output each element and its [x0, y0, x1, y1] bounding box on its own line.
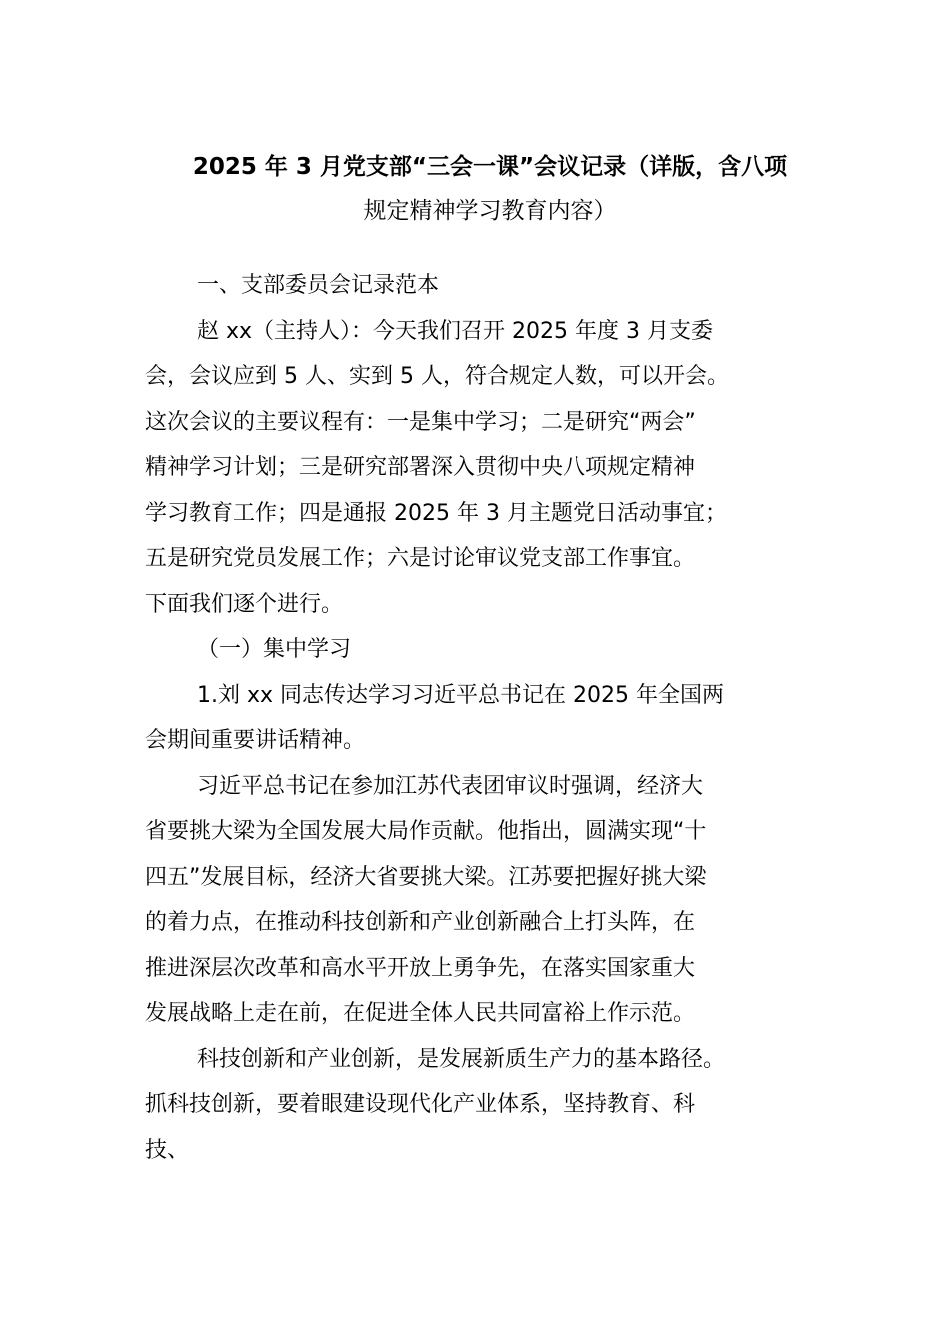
paragraph-line: 精神学习计划；三是研究部署深入贯彻中央八项规定精神: [145, 455, 696, 480]
paragraph-line: 省要挑大梁为全国发展大局作贡献。他指出，圆满实现“十: [145, 819, 707, 844]
paragraph-line: 的着力点，在推动科技创新和产业创新融合上打头阵，在: [145, 910, 696, 935]
paragraph-line: 推进深层次改革和高水平开放上勇争先，在落实国家重大: [145, 955, 696, 981]
paragraph-item-1: [145, 673, 835, 764]
paragraph-line: 1.刘 xx 同志传达学习习近平总书记在 2025 年全国两: [197, 682, 724, 708]
document-body: [145, 263, 835, 1173]
paragraph-line: 习近平总书记在参加江苏代表团审议时强调，经济大: [197, 773, 704, 799]
paragraph-opening: [145, 309, 835, 628]
document-title: [145, 145, 835, 233]
paragraph-line: 这次会议的主要议程有：一是集中学习；二是研究“两会”: [145, 409, 696, 435]
paragraph-line: 发展战略上走在前，在促进全体人民共同富裕上作示范。: [145, 1001, 696, 1026]
paragraph-line: 四五”发展目标，经济大省要挑大梁。江苏要把握好挑大梁: [145, 864, 707, 890]
paragraph-speech-jiangsu: [145, 764, 835, 1037]
title-line-2: 规定精神学习教育内容）: [363, 198, 617, 224]
title-line-1: [145, 145, 835, 189]
paragraph-line: 学习教育工作；四是通报 2025 年 3 月主题党日活动事宜；: [145, 500, 727, 526]
paragraph-line: 会期间重要讲话精神。: [145, 728, 366, 753]
paragraph-line: 五是研究党员发展工作；六是讨论审议党支部工作事宜。: [145, 546, 696, 571]
paragraph-line: 抓科技创新，要着眼建设现代化产业体系，坚持教育、科: [145, 1092, 696, 1117]
subheading-text: （一）集中学习: [197, 637, 352, 662]
paragraph-innovation: [145, 1037, 835, 1174]
paragraph-line: 科技创新和产业创新，是发展新质生产力的基本路径。: [197, 1046, 726, 1072]
title-year: 2025: [192, 154, 257, 180]
section-heading-text: 一、支部委员会记录范本: [197, 273, 440, 298]
document-page: [145, 145, 835, 1173]
title-year-unit: 年: [256, 154, 296, 180]
title-text-1: 月党支部“三会一课”会议记录（详版，含八项: [311, 154, 788, 180]
paragraph-line: 下面我们逐个进行。: [145, 591, 344, 617]
paragraph-line: 技、: [145, 1137, 190, 1163]
title-month: 3: [295, 154, 312, 180]
section-heading: [145, 263, 835, 309]
paragraph-line: 会，会议应到 5 人、实到 5 人，符合规定人数，可以开会。: [145, 364, 729, 389]
paragraph-line: 赵 xx（主持人）：今天我们召开 2025 年度 3 月支委: [197, 318, 713, 344]
subheading-concentrated-study: [145, 627, 835, 673]
